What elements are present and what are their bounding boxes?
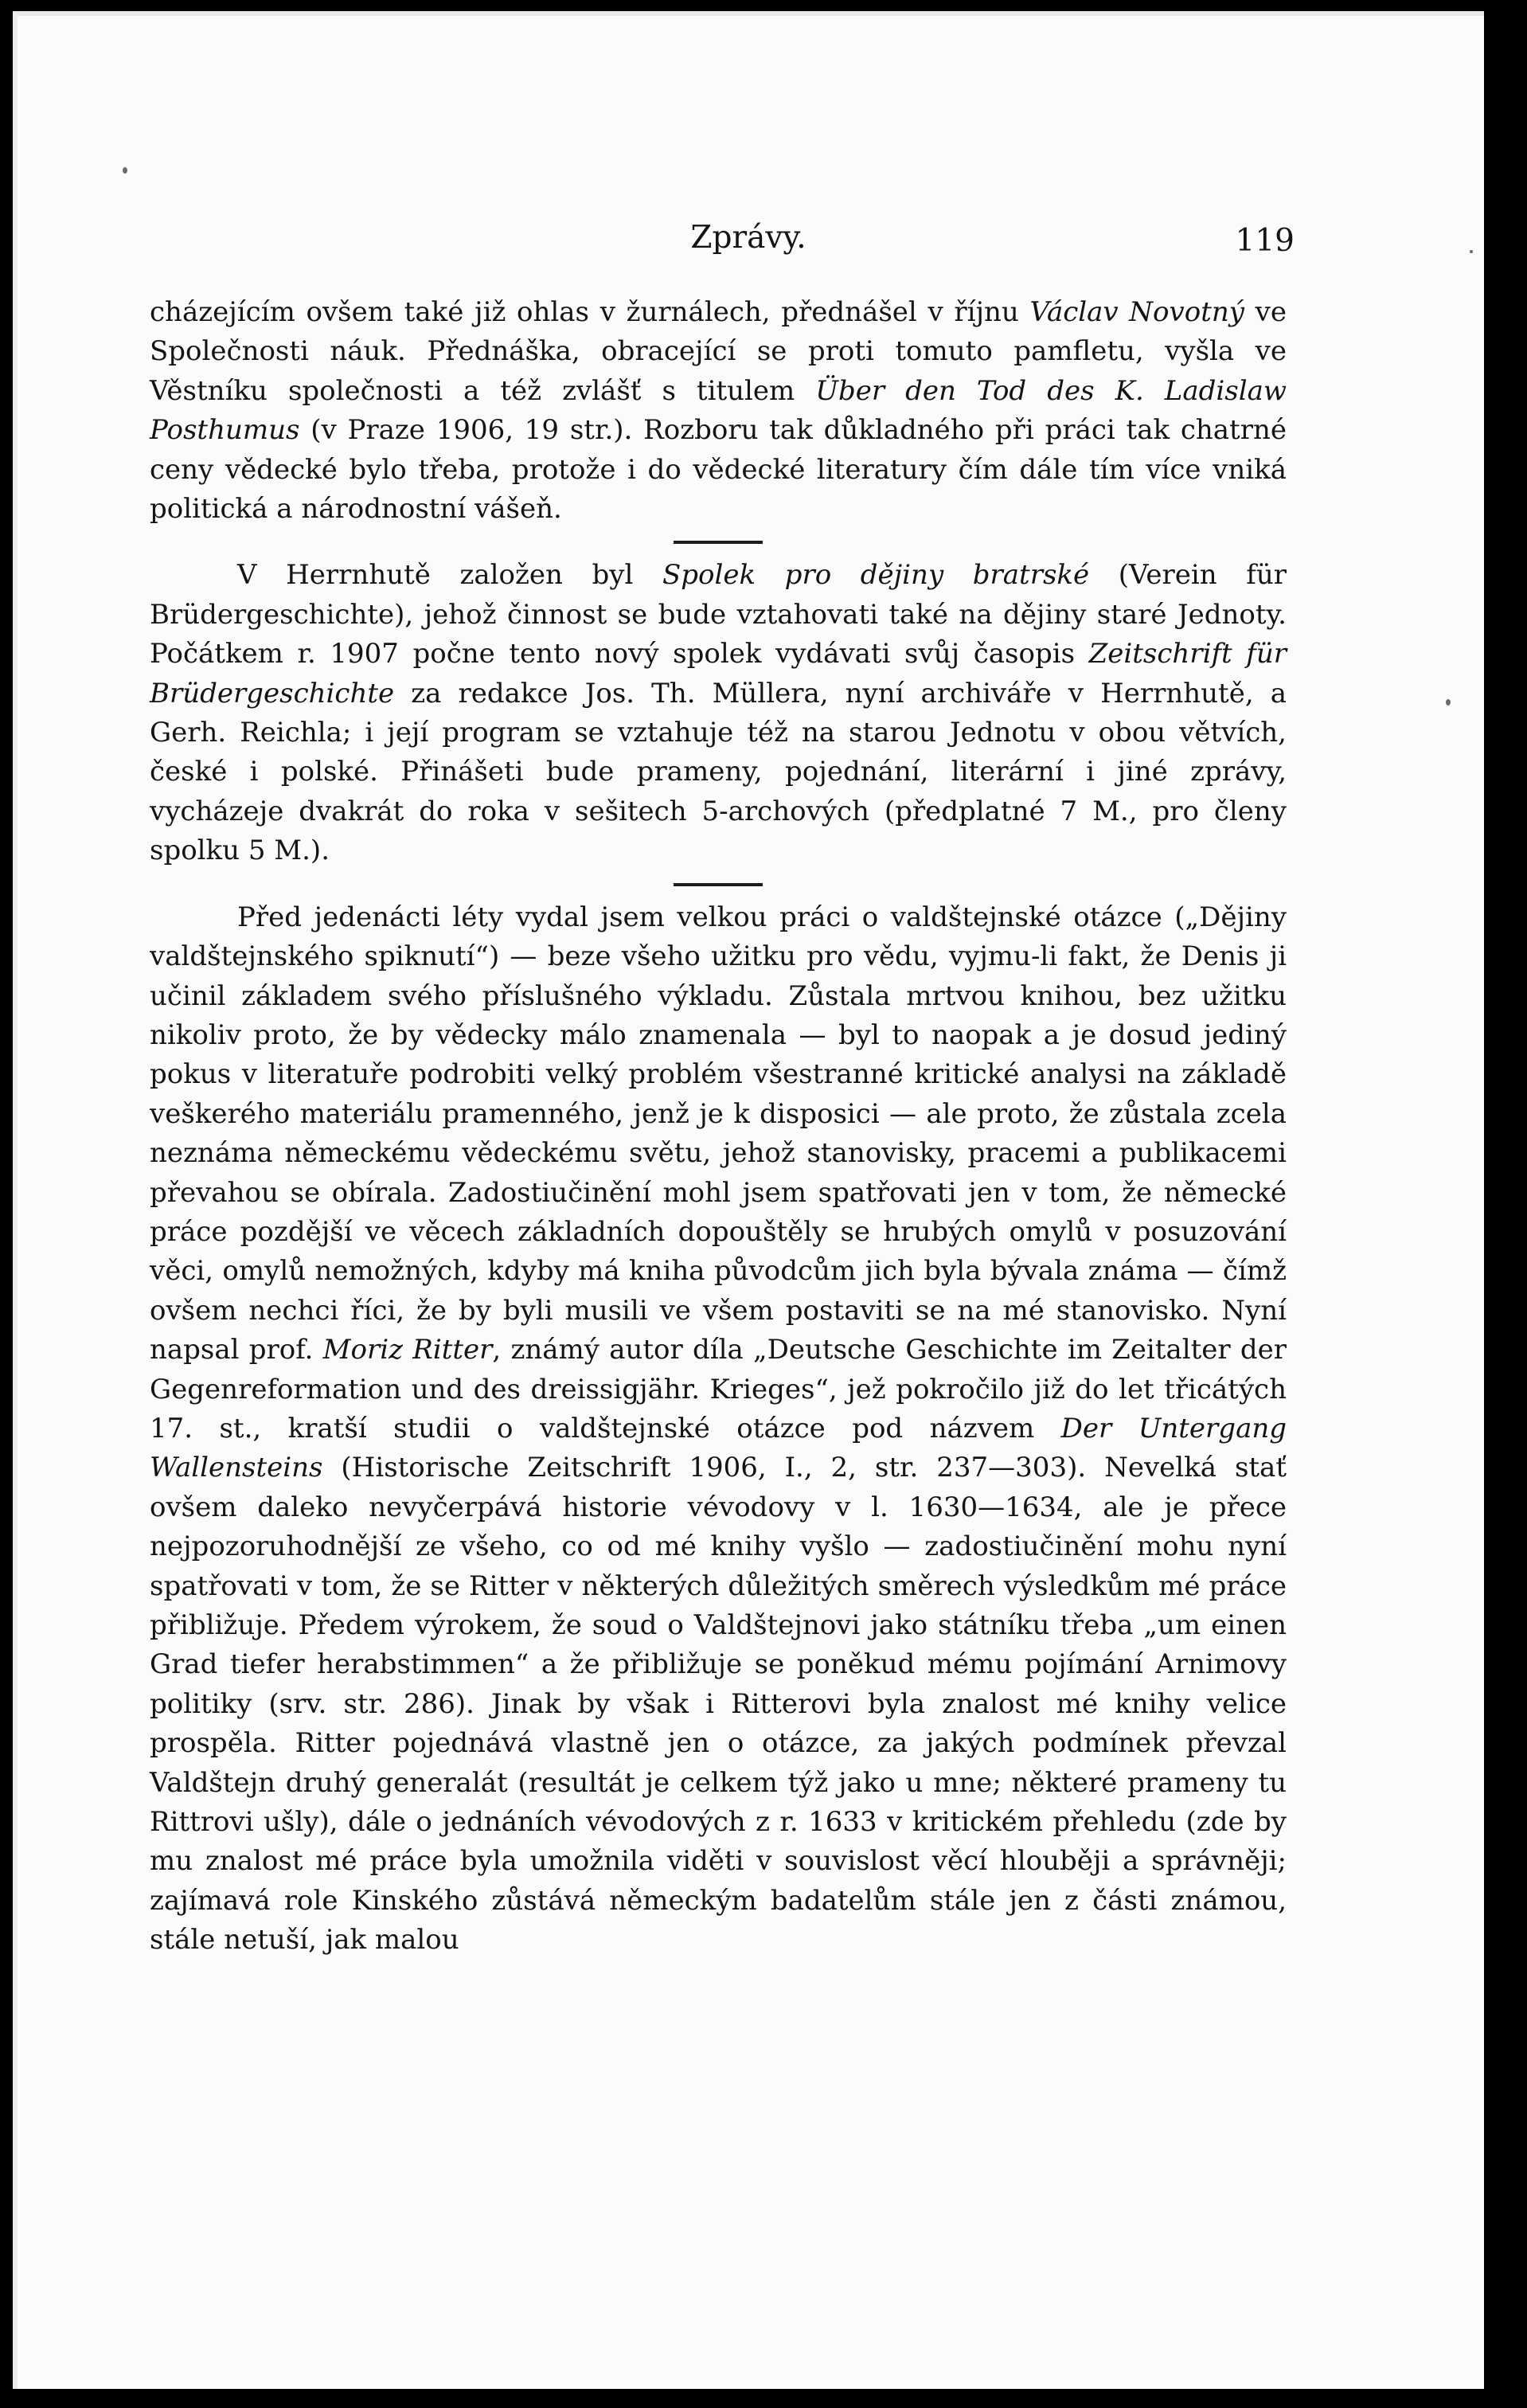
- page-sheet: [13, 11, 1484, 2389]
- paper-speck: [1446, 699, 1451, 706]
- paragraph-text: , známý autor díla „Deutsche Geschichte im Zeitalter der Gegenreformation und des dreissigjähr. Krieges“, jež pokročilo již do let třicátých 17. st., kratší studii o valdštejnské otázce pod názvem: [150, 1334, 1287, 1444]
- section-divider: [674, 883, 763, 886]
- paper-speck: [123, 167, 127, 174]
- paragraph-text: (Verein für Brüdergeschichte), jehož činnost se bude vztahovati také na dějiny staré Jednoty. Počátkem r. 1907 počne tento nový spolek vydávati svůj časopis: [150, 559, 1287, 670]
- page-number: 119: [1235, 223, 1295, 259]
- italic-title-text: Über den Tod des K. Ladislaw Posthumus: [150, 374, 1287, 447]
- paragraph-text: cházejícím ovšem také již ohlas v žurnálech, přednášel v říjnu: [150, 296, 1030, 328]
- article-body: [150, 293, 1287, 1960]
- paragraph-text: (Historische Zeitschrift 1906, I., 2, str. 237—303). Nevelká stať ovšem daleko nevyčerpává historie vévodovy v l. 1630—1634, ale je přece nejpozoruhodnější ze všeho, co od mé knihy vyšlo — zadostiučinění mohu nyní spatřovati v tom, že se Ritter v některých důležitých směrech výsledkům mé práce přibližuje. Předem výrokem, že soud o Valdštejnovi jako státníku třeba „um einen Grad tiefer herabstimmen“ a že přibližuje se poněkud mému pojímání Arnimovy politiky (srv. str. 286). Jinak by však i Ritterovi byla znalost mé knihy velice prospěla. Ritter pojednává vlastně jen o otázce, za jakých podmínek převzal Valdštejn druhý generalát (resultát je celkem týž jako u mne; některé prameny tu Rittrovi ušly), dále o jednáních vévodových z r. 1633 v kritickém přehledu (zde by mu znalost mé práce byla umožnila viděti v souvislost věcí hlouběji a správněji; zajímavá role Kinského zůstává německým badatelům stále jen z části známou, stále netuší, jak malou: [150, 1452, 1287, 1956]
- paragraph-text: (v Praze 1906, 19 str.). Rozboru tak důkladného při práci tak chatrné ceny vědecké bylo třeba, protože i do vědecké literatury čím dále tím více vniká politická a národnostní vášeň.: [150, 414, 1287, 526]
- italic-title-text: Zeitschrift für Brüdergeschichte: [150, 638, 1287, 710]
- italic-title-text: Moriz Ritter: [322, 1334, 493, 1366]
- paper-speck: [1470, 250, 1473, 253]
- italic-title-text: Spolek pro dějiny bratrské: [662, 559, 1090, 592]
- page-left-edge: [13, 11, 18, 2389]
- paragraph-novotny-lecture: [150, 293, 1287, 529]
- paragraph-text: ve Společnosti náuk. Přednáška, obracející se proti tomuto pamfletu, vyšla ve Věstníku společnosti a též zvlášť s titulem: [150, 296, 1287, 407]
- running-head: Zprávy.: [690, 220, 806, 256]
- paragraph-text: za redakce Jos. Th. Müllera, nyní archiváře v Herrnhutě, a Gerh. Reichla; i její program se vztahuje též na starou Jednotu v obou větvích, české i polské. Přinášeti bude prameny, pojednání, literární i jiné zprávy, vycházeje dvakrát do roka v sešitech 5-archových (předplatné 7 M., pro členy spolku 5 M.).: [150, 677, 1287, 867]
- paragraph-wallenstein-question: [150, 898, 1287, 1960]
- italic-title-text: Der Untergang Wallensteins: [150, 1412, 1287, 1484]
- section-divider: [674, 541, 763, 544]
- paragraph-text: V Herrnhutě založen byl: [237, 559, 662, 592]
- paragraph-herrnhut-society: [150, 556, 1287, 870]
- paragraph-text: Před jedenácti léty vydal jsem velkou práci o valdštejnské otázce („Dějiny valdštejnského spiknutí“) — beze všeho užitku pro vědu, vyjmu-li fakt, že Denis ji učinil základem svého příslušného výkladu. Zůstala mrtvou knihou, bez užitku nikoliv proto, že by vědecky málo znamenala — byl to naopak a je dosud jediný pokus v literatuře podrobiti velký problém všestranné kritické analysi na základě veškerého materiálu pramenného, jenž je k disposici — ale proto, že zůstala zcela neznáma německému vědeckému světu, jehož stanovisky, pracemi a publikacemi převahou se obírala. Zadostiučinění mohl jsem spatřovati jen v tom, že německé práce pozdější ve věcech základních dopouštěly se hrubých omylů v posuzování věci, omylů nemožných, kdyby má kniha původcům jich byla bývala známa — čímž ovšem nechci říci, že by byli musili ve všem postaviti se na mé stanovisko. Nyní napsal prof.: [150, 901, 1287, 1366]
- page-top-edge: [13, 11, 1484, 16]
- italic-title-text: Václav Novotný: [1029, 296, 1244, 328]
- page-header: [13, 220, 1484, 268]
